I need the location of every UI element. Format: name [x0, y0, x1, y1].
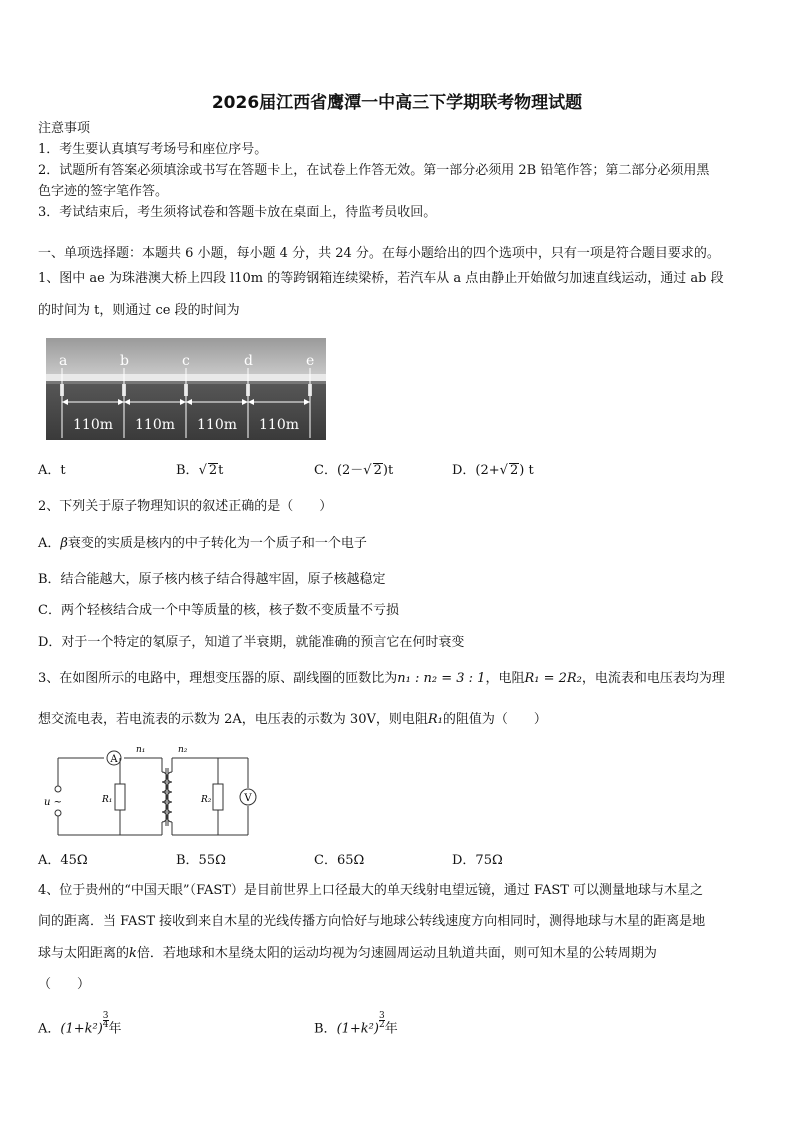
q4-stem-line1: 4、位于贵州的“中国天眼”（FAST）是目前世界上口径最大的单天线射电望远镜，通过 FAST 可以测量地球与木星之: [38, 883, 704, 898]
q4-option-a: A．(1+k²) $\frac{3}{4}$ 年: [38, 1011, 122, 1037]
q2-option-d: D．对于一个特定的氡原子，知道了半衰期，就能准确的预言它在何时衰变: [38, 635, 465, 650]
q1-option-b: B．√ 2t: [176, 463, 224, 478]
q1-option-d: D．(2+√ 2) t: [452, 463, 534, 478]
q3-option-d: D．75Ω: [452, 853, 503, 868]
point-label: b: [120, 353, 129, 369]
q2-option-a: A．β衰变的实质是核内的中子转化为一个质子和一个电子: [38, 536, 367, 551]
q4-stem-line2: 间的距离．当 FAST 接收到来自木星的光线传播方向恰好与地球公转线速度方向相同时，测得地球与木星的距离是地: [38, 914, 706, 929]
q4-stem-line3: 球与太阳距离的k倍．若地球和木星绕太阳的运动均视为匀速圆周运动且轨道共面，则可知木星的公转周期为: [38, 946, 657, 961]
q2-option-b: B．结合能越大，原子核内核子结合得越牢固，原子核越稳定: [38, 572, 386, 587]
q3-option-b: B．55Ω: [176, 853, 226, 868]
notice-item: 3．考试结束后，考生须将试卷和答题卡放在桌面上，待监考员收回。: [38, 205, 437, 220]
q2-option-c: C．两个轻核结合成一个中等质量的核，核子数不变质量不亏损: [38, 603, 399, 618]
notice-item: 1．考生要认真填写考场号和座位序号。: [38, 142, 268, 157]
point-label: c: [182, 353, 190, 369]
q3-option-a: A．45Ω: [38, 853, 88, 868]
q1-stem-line2: 的时间为 t，则通过 ce 段的时间为: [38, 303, 240, 318]
q3-stem-line1: 3、在如图所示的电路中，理想变压器的原、副线圈的匝数比为n₁ : n₂ = 3 : 1，电阻R₁ = 2R₂，电流表和电压表均为理: [38, 671, 725, 686]
q4-option-b: B．(1+k²) $\frac{3}{2}$ 年: [314, 1011, 398, 1037]
point-label: a: [59, 353, 68, 369]
notice-heading: 注意事项: [38, 121, 91, 136]
q2-stem: 2、下列关于原子物理知识的叙述正确的是（ ）: [38, 499, 333, 514]
transformer-circuit: [44, 744, 264, 844]
span-label: 110m: [73, 417, 113, 433]
point-label: e: [306, 353, 315, 369]
q1-stem-line1: 1、图中 ae 为珠港澳大桥上四段 l10m 的等跨钢箱连续梁桥，若汽车从 a 点由静止开始做匀加速直线运动，通过 ab 段: [38, 271, 724, 286]
q4-answer-paren: （ ）: [38, 977, 91, 992]
span-label: 110m: [197, 417, 237, 433]
bridge-figure: [46, 338, 326, 440]
voltmeter-label: V: [244, 793, 252, 804]
n2-label: n₂: [178, 745, 188, 755]
notice-item: 2．试题所有答案必须填涂或书写在答题卡上，在试卷上作答无效。第一部分必须用 2B 铅笔作答；第二部分必须用黑: [38, 163, 710, 178]
point-label: d: [244, 353, 253, 369]
r1-label: R₁: [102, 795, 113, 805]
q3-option-c: C．65Ω: [314, 853, 365, 868]
span-label: 110m: [259, 417, 299, 433]
n1-label: n₁: [136, 745, 146, 755]
q3-stem-line2: 想交流电表，若电流表的示数为 2A，电压表的示数为 30V，则电阻R₁的阻值为（ ）: [38, 712, 547, 727]
page-title: 2026届江西省鹰潭一中高三下学期联考物理试题: [211, 93, 583, 113]
q1-option-c: C．(2－√ 2)t: [314, 463, 394, 478]
section-heading: 一、单项选择题：本题共 6 小题，每小题 4 分，共 24 分。在每小题给出的四个选项中，只有一项是符合题目要求的。: [38, 246, 720, 261]
source-label: u ~: [44, 797, 62, 808]
span-label: 110m: [135, 417, 175, 433]
ammeter-label: A: [110, 754, 118, 765]
notice-item: 色字迹的签字笔作答。: [38, 184, 169, 199]
r2-label: R₂: [201, 795, 212, 805]
q1-option-a: A．t: [38, 463, 66, 478]
